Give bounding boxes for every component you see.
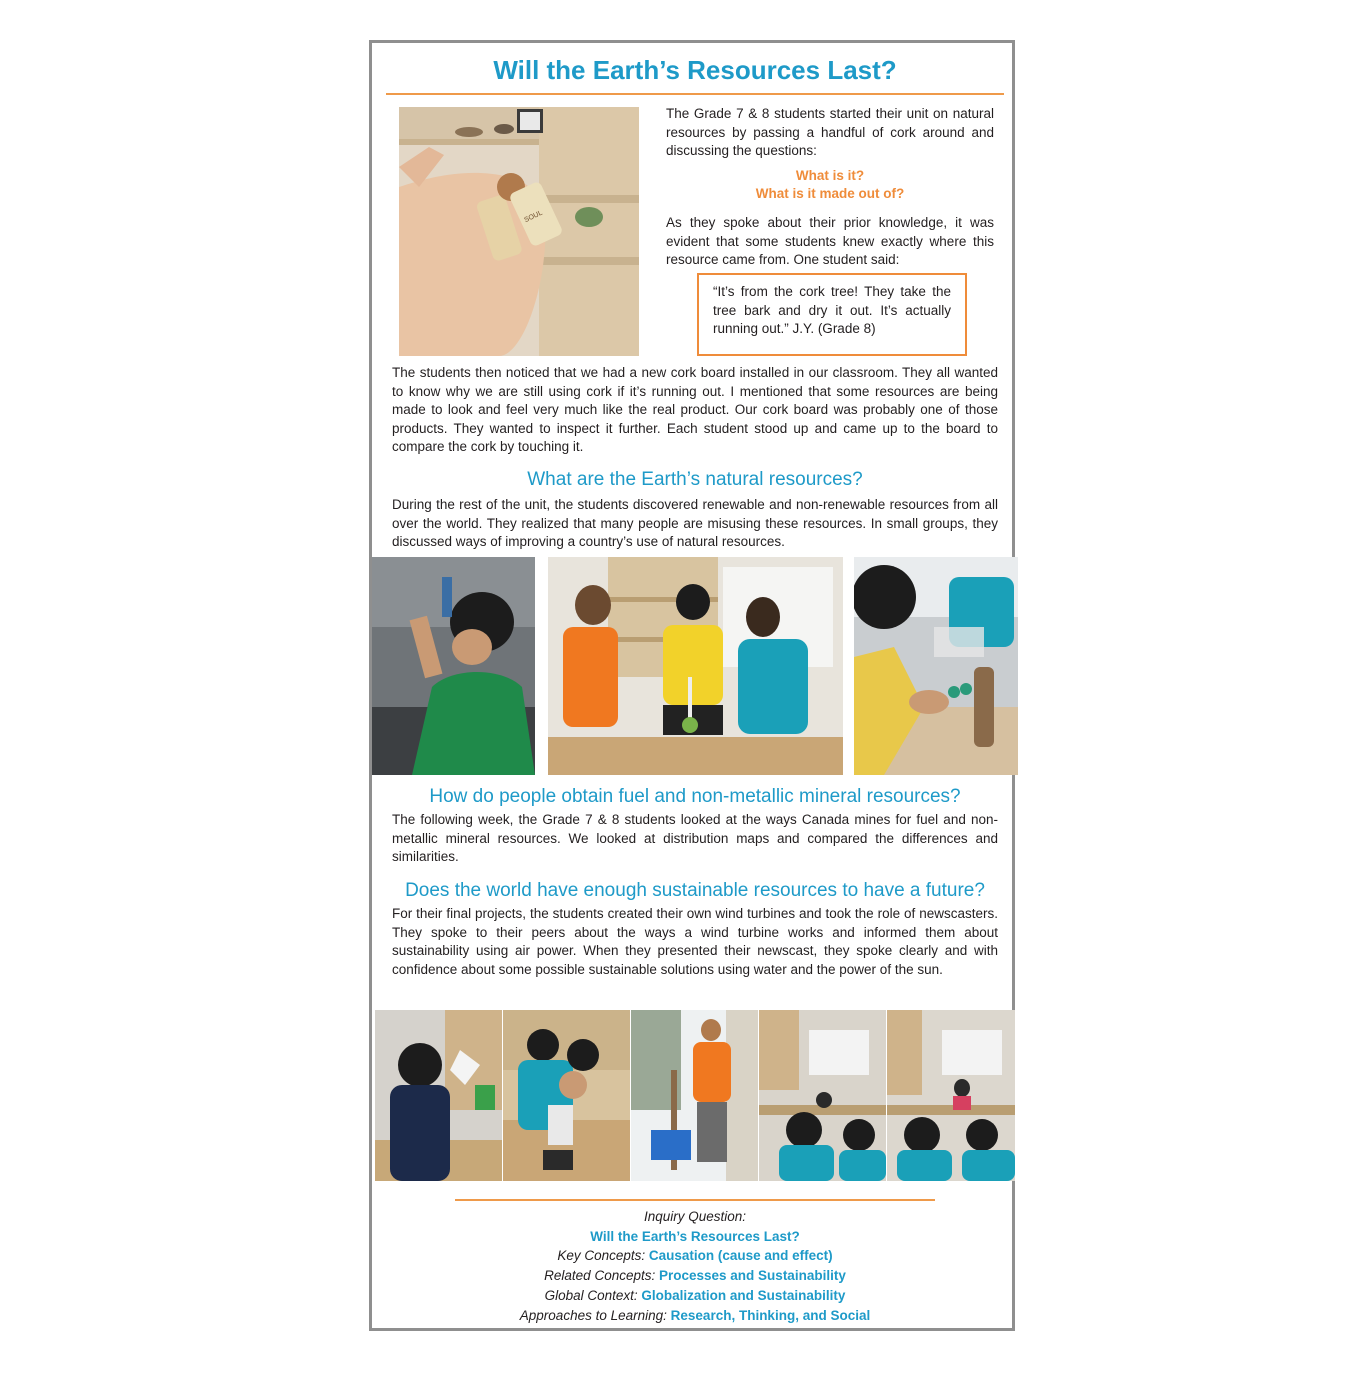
turbine-building-photo <box>854 557 1018 775</box>
classroom-newscast-photo-1 <box>759 1010 886 1181</box>
student-quote: “It’s from the cork tree! They take the tree bark and dry it out. It’s actually running out.” J.Y. (Grade 8) <box>713 284 951 336</box>
student-inspecting-photo <box>372 557 535 775</box>
section3-heading: Does the world have enough sustainable resources to have a future? <box>405 880 985 901</box>
section1-body: During the rest of the unit, the students discovered renewable and non-renewable resources from all over the world. They realized that many people are misusing these resources. In small groups, they discussed ways of improving a country’s use of natural resources. <box>392 497 998 549</box>
section2-body: The following week, the Grade 7 & 8 students looked at the ways Canada mines for fuel and non-metallic mineral resources. We looked at distribution maps and compared the differences and similarities. <box>392 812 998 864</box>
footer-related-value: Processes and Sustainability <box>659 1268 846 1283</box>
footer-inquiry-label: Inquiry Question: <box>643 1209 747 1224</box>
students-testing-photo <box>503 1010 630 1181</box>
intro-paragraph: The Grade 7 & 8 students started their unit on natural resources by passing a handful of cork around and discussing the questions: <box>666 106 994 158</box>
footer-related-label: Related Concepts: <box>544 1268 656 1283</box>
section3-body: For their final projects, the students created their own wind turbines and took the role of newscasters. They spoke to their peers about the ways a wind turbine works and informed them about sustainability using air power. When they presented their newscast, they spoke clearly and with confidence about some possible sustainable solutions using water and the power of the sun. <box>392 906 998 977</box>
prior-knowledge-paragraph: As they spoke about their prior knowledge, it was evident that some students knew exactly where this resource came from. One student said: <box>666 215 994 267</box>
section2-heading: How do people obtain fuel and non-metallic mineral resources? <box>429 786 961 807</box>
newscaster-presenting-photo <box>631 1010 758 1181</box>
footer-global-label: Global Context: <box>544 1288 638 1303</box>
section1-heading: What are the Earth’s natural resources? <box>527 469 863 490</box>
footer-approaches <box>372 1306 1018 1326</box>
svg-text:SOUL: SOUL <box>523 209 544 225</box>
footer-inquiry-value: Will the Earth’s Resources Last? <box>590 1229 800 1244</box>
footer-key-label: Key Concepts: <box>557 1248 646 1263</box>
newsletter-page <box>369 40 1015 1331</box>
classroom-newscast-photo-2 <box>887 1010 1015 1181</box>
footer-divider <box>455 1199 935 1201</box>
group-discussion-photo <box>548 557 843 775</box>
footer-key-concepts <box>372 1246 1018 1266</box>
student-quote-box <box>697 273 967 356</box>
cork-in-hand-photo <box>399 107 639 356</box>
footer-inquiry-value-line <box>372 1227 1018 1247</box>
cork-board-paragraph: The students then noticed that we had a new cork board installed in our classroom. They all wanted to know why we are still using cork if it’s running out. I mentioned that some resources are being made to look and feel very much like the real product. Our cork board was probably one of those products. They wanted to inspect it further. Each student stood up and came up to the board to compare the cork by touching it. <box>392 365 998 454</box>
title-divider <box>386 93 1004 95</box>
page-title: Will the Earth’s Resources Last? <box>493 55 897 85</box>
question-what-is-it: What is it? <box>795 168 865 183</box>
footer-atl-value: Research, Thinking, and Social <box>670 1308 871 1323</box>
footer-atl-label: Approaches to Learning: <box>519 1308 667 1323</box>
footer-global-context <box>372 1286 1018 1306</box>
footer-related-concepts <box>372 1266 1018 1286</box>
student-with-turbine-photo <box>375 1010 502 1181</box>
question-made-of: What is it made out of? <box>755 186 905 201</box>
footer-global-value: Globalization and Sustainability <box>641 1288 846 1303</box>
footer-inquiry-label-line <box>372 1207 1018 1227</box>
footer-key-value: Causation (cause and effect) <box>648 1248 833 1263</box>
